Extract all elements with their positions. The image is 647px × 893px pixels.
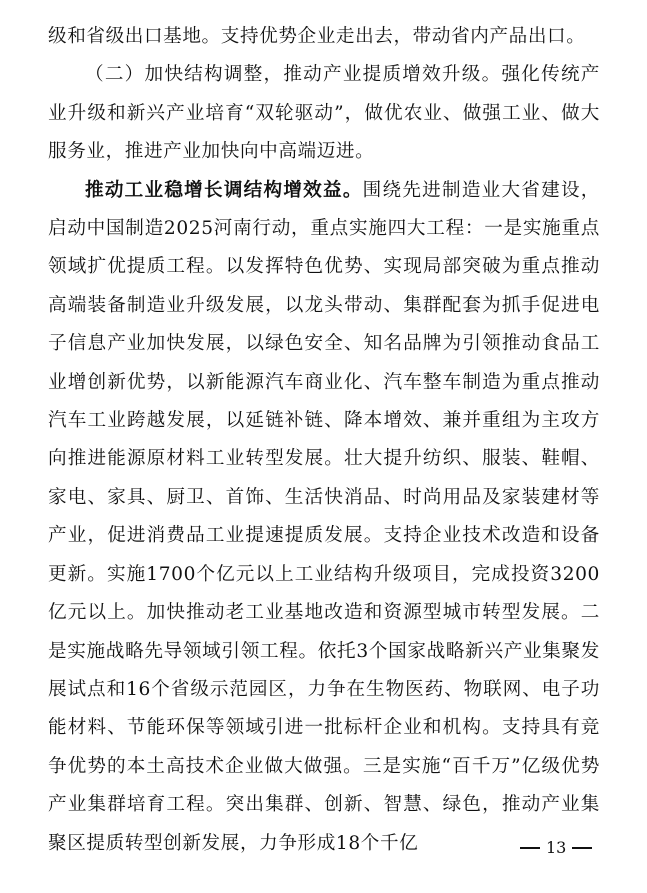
page-number-dash-left: [520, 847, 540, 849]
paragraph-3-heading: 推动工业稳增长调结构增效益。: [85, 179, 363, 201]
paragraph-3-text: 围绕先进制造业大省建设，启动中国制造2025河南行动，重点实施四大工程：一是实施重点领域扩优提质工程。以发挥特色优势、实现局部突破为重点推动高端装备制造业升级发展，以龙头带动、集群配套为抓手促进电子信息产业加快发展，以绿色安全、知名品牌为引领推动食品工业增创新优势，以新能源汽车商业化、汽车整车制造为重点推动汽车工业跨越发展，以延链补链、降本增效、兼并重组为主攻方向推进能源原材料工业转型发展。壮大提升纺织、服装、鞋帽、家电、家具、厨卫、首饰、生活快消品、时尚用品及家装建材等产业，促进消费品工业提速提质发展。支持企业技术改造和设备更新。实施1700个亿元以上工业结构升级项目，完成投资3200亿元以上。加快推动老工业基地改造和资源型城市转型发展。二是实施战略先导领域引领工程。依托3个国家战略新兴产业集聚发展试点和16个省级示范园区，力争在生物医药、物联网、电子功能材料、节能环保等领域引进一批标杆企业和机构。支持具有竞争优势的本土高技术企业做大做强。三是实施“百千万”亿级优势产业集群培育工程。突出集群、创新、智慧、绿色，推动产业集聚区提质转型创新发展，力争形成18个千亿: [48, 179, 601, 854]
document-body: [48, 18, 600, 863]
paragraph-3: [48, 172, 600, 863]
paragraph-2: [48, 56, 600, 171]
page-number: [520, 838, 592, 857]
paragraph-1: [48, 18, 600, 56]
page-number-dash-right: [572, 847, 592, 849]
paragraph-2-text: （二）加快结构调整，推动产业提质增效升级。强化传统产业升级和新兴产业培育“双轮驱动”，做优农业、做强工业、做大服务业，推进产业加快向中高端迈进。: [48, 64, 600, 163]
page-number-value: 13: [546, 838, 567, 857]
paragraph-1-text: 级和省级出口基地。支持优势企业走出去，带动省内产品出口。: [48, 26, 586, 47]
